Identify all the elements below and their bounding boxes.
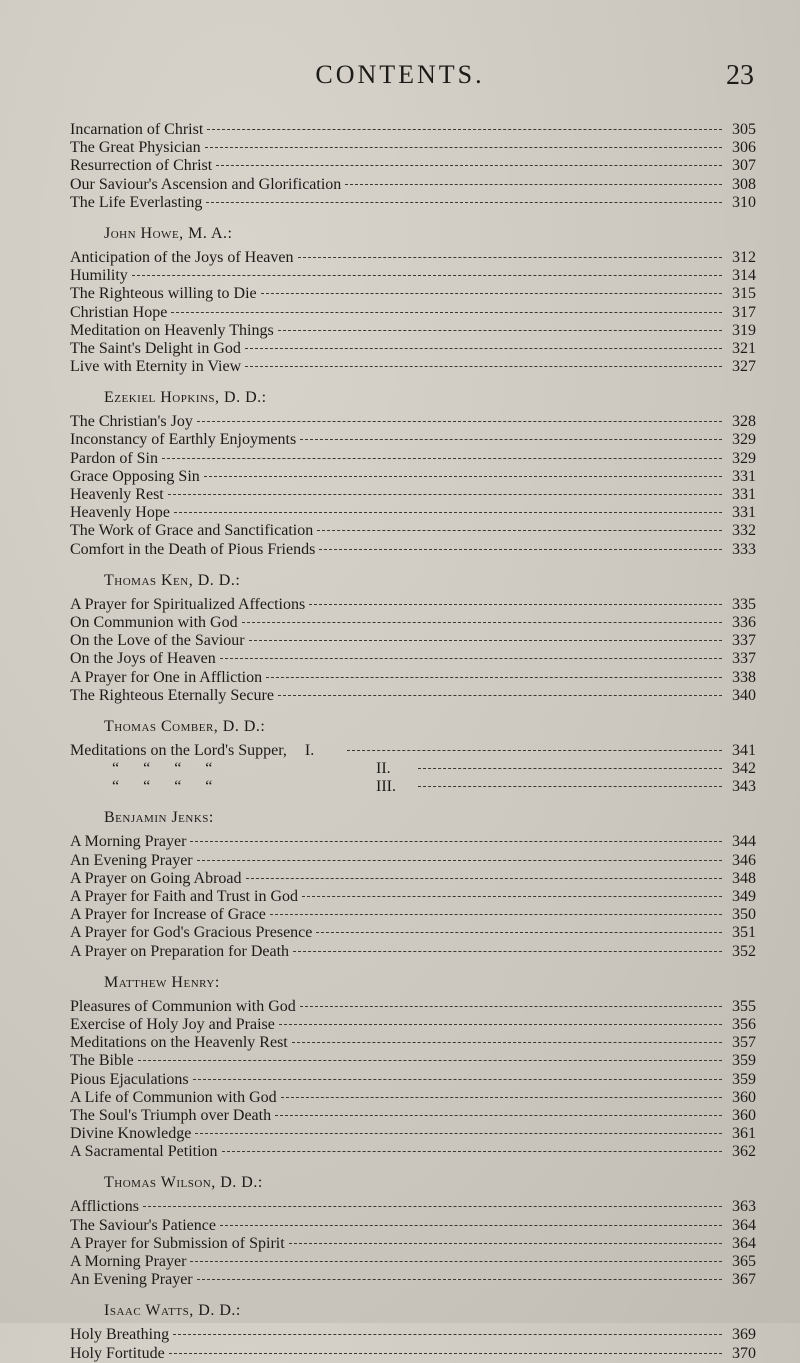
- author-heading: [70, 808, 756, 828]
- entry-page-number: 349: [732, 888, 756, 905]
- dot-leader: [220, 658, 722, 659]
- toc-entry[interactable]: [70, 1217, 756, 1235]
- entry-title: The Righteous willing to Die: [70, 285, 257, 303]
- toc-entry[interactable]: [70, 541, 756, 559]
- toc-section: [70, 571, 756, 705]
- toc-entry[interactable]: [70, 596, 756, 614]
- entry-title: Holy Fortitude: [70, 1344, 165, 1362]
- toc-entry[interactable]: [70, 194, 756, 212]
- toc-entry[interactable]: [70, 413, 756, 431]
- entry-page-number: 340: [732, 686, 756, 704]
- entry-title: Pardon of Sin: [70, 449, 158, 467]
- entry-page-number: 332: [732, 522, 756, 540]
- author-name: Matthew Henry:: [104, 973, 220, 991]
- entry-page-number: 351: [732, 924, 756, 942]
- author-name: Isaac Watts, D. D.:: [104, 1302, 241, 1320]
- entry-page-number: 333: [732, 540, 756, 558]
- dot-leader: [345, 184, 722, 185]
- entry-page-number: 341: [732, 741, 756, 759]
- author-name: Ezekiel Hopkins, D. D.:: [104, 389, 267, 407]
- dot-leader: [143, 1206, 722, 1207]
- entry-title: A Prayer on Preparation for Death: [70, 942, 290, 960]
- page-number: 23: [726, 60, 754, 91]
- dot-leader: [174, 512, 722, 513]
- dot-leader: [270, 914, 722, 915]
- entry-page-number: 348: [732, 869, 756, 887]
- entry-page-number: 359: [732, 1070, 756, 1088]
- toc-entry[interactable]: [70, 157, 756, 175]
- entry-title: An Evening Prayer: [70, 851, 193, 869]
- dot-leader: [169, 1353, 722, 1354]
- toc-entry[interactable]: [70, 870, 756, 888]
- toc-entry[interactable]: [70, 1034, 756, 1052]
- entry-page-number: 327: [732, 358, 756, 376]
- dot-leader: [197, 1279, 722, 1280]
- toc-entry[interactable]: [70, 340, 756, 358]
- entry-title: Exercise of Holy Joy and Praise: [70, 1015, 275, 1033]
- toc-section: [70, 1301, 756, 1362]
- entry-page-number: 343: [732, 778, 756, 796]
- entry-title: Pious Ejaculations: [70, 1070, 189, 1088]
- entry-title: A Prayer for Spiritualized Affections: [70, 595, 306, 613]
- toc-entry[interactable]: [70, 687, 756, 705]
- entry-page-number: 346: [732, 851, 756, 869]
- dot-leader: [298, 257, 723, 258]
- toc-entry[interactable]: [70, 121, 756, 139]
- entry-title: Resurrection of Christ: [70, 157, 213, 175]
- entry-title: A Prayer for Increase of Grace: [70, 906, 266, 924]
- toc-section: [70, 224, 756, 376]
- entry-title: “ “ “ “: [112, 760, 213, 778]
- dot-leader: [309, 604, 722, 605]
- toc-entry[interactable]: [70, 943, 756, 961]
- dot-leader: [193, 1079, 722, 1080]
- entry-title: Divine Knowledge: [70, 1125, 192, 1143]
- dot-leader: [132, 275, 722, 276]
- dot-leader: [316, 932, 722, 933]
- author-name: Thomas Ken, D. D.:: [104, 571, 241, 589]
- dot-leader: [207, 129, 722, 130]
- entry-page-number: 350: [732, 906, 756, 924]
- entry-page-number: 312: [732, 248, 756, 266]
- author-name: Benjamin Jenks:: [104, 809, 214, 827]
- toc-entry[interactable]: [70, 1235, 756, 1253]
- dot-leader: [204, 476, 722, 477]
- toc-entry[interactable]: [70, 522, 756, 540]
- toc-entry[interactable]: [70, 450, 756, 468]
- entry-page-number: 335: [732, 595, 756, 613]
- entry-title: The Great Physician: [70, 139, 201, 157]
- toc-entry[interactable]: [70, 267, 756, 285]
- entry-page-number: 362: [732, 1143, 756, 1161]
- entry-page-number: 359: [732, 1052, 756, 1070]
- toc-section: [70, 717, 756, 797]
- toc-entry[interactable]: [70, 431, 756, 449]
- entry-title: The Righteous Eternally Secure: [70, 686, 274, 704]
- entry-title: Our Saviour's Ascension and Glorification: [70, 175, 342, 193]
- dot-leader: [300, 1006, 722, 1007]
- entry-page-number: 328: [732, 413, 756, 431]
- entry-page-number: 356: [732, 1015, 756, 1033]
- toc-entry[interactable]: [70, 486, 756, 504]
- toc-section: [70, 121, 756, 212]
- toc-entry[interactable]: [70, 249, 756, 267]
- dot-leader: [171, 312, 722, 313]
- toc-section: [70, 808, 756, 960]
- entry-page-number: 360: [732, 1106, 756, 1124]
- toc-entry[interactable]: [70, 650, 756, 668]
- toc-entry[interactable]: [70, 1089, 756, 1107]
- toc-entry[interactable]: [70, 504, 756, 522]
- toc-entry[interactable]: [70, 669, 756, 687]
- toc-entry[interactable]: [70, 1016, 756, 1034]
- entry-page-number: 337: [732, 650, 756, 668]
- entry-title: Meditations on the Lord's Supper,: [70, 741, 287, 759]
- entry-title: Christian Hope: [70, 303, 168, 321]
- entry-title: A Prayer for One in Affliction: [70, 668, 263, 686]
- entry-title: On Communion with God: [70, 613, 238, 631]
- toc-entry[interactable]: [70, 924, 756, 942]
- page-header: [0, 60, 800, 100]
- entry-page-number: 315: [732, 285, 756, 303]
- dot-leader: [293, 951, 722, 952]
- entry-title: A Prayer for Submission of Spirit: [70, 1234, 285, 1252]
- entry-title: An Evening Prayer: [70, 1271, 193, 1289]
- entry-title: Heavenly Rest: [70, 486, 164, 503]
- toc-entry[interactable]: [70, 632, 756, 650]
- entry-title: Incarnation of Christ: [70, 121, 204, 138]
- entry-page-number: 365: [732, 1253, 756, 1270]
- entry-page-number: 310: [732, 193, 756, 211]
- dot-leader: [242, 622, 722, 623]
- entry-title: A Life of Communion with God: [70, 1088, 277, 1106]
- entry-part-number: I.: [304, 741, 315, 759]
- toc-entry[interactable]: [70, 614, 756, 632]
- author-heading: [70, 973, 756, 993]
- entry-page-number: 367: [732, 1271, 756, 1289]
- dot-leader: [220, 1225, 722, 1226]
- entry-title: The Life Everlasting: [70, 193, 203, 211]
- entry-title: A Prayer on Going Abroad: [70, 869, 242, 887]
- entry-title: Anticipation of the Joys of Heaven: [70, 248, 294, 266]
- entry-title: The Saviour's Patience: [70, 1216, 216, 1234]
- page-title: CONTENTS.: [315, 60, 485, 89]
- entry-title: Inconstancy of Earthly Enjoyments: [70, 431, 297, 449]
- author-name: Thomas Wilson, D. D.:: [104, 1174, 263, 1192]
- dot-leader: [195, 1133, 722, 1134]
- entry-page-number: 338: [732, 668, 756, 686]
- dot-leader: [138, 1060, 722, 1061]
- entry-page-number: 305: [732, 121, 756, 138]
- entry-title: Heavenly Hope: [70, 504, 170, 522]
- dot-leader: [246, 878, 722, 879]
- entry-page-number: 363: [732, 1198, 756, 1216]
- dot-leader: [197, 860, 722, 861]
- toc-entry[interactable]: [70, 742, 756, 760]
- entry-title: A Morning Prayer: [70, 1253, 187, 1270]
- toc-entry[interactable]: [70, 833, 756, 851]
- dot-leader: [245, 348, 722, 349]
- entry-title: The Bible: [70, 1052, 134, 1070]
- author-heading: [70, 388, 756, 408]
- dot-leader: [292, 1042, 722, 1043]
- toc-section: [70, 973, 756, 1162]
- dot-leader: [245, 366, 722, 367]
- entry-page-number: 331: [732, 486, 756, 503]
- author-heading: [70, 1173, 756, 1193]
- entry-page-number: 355: [732, 997, 756, 1015]
- entry-title: On the Love of the Saviour: [70, 632, 245, 650]
- toc-entry[interactable]: [70, 778, 756, 796]
- entry-title: A Prayer for Faith and Trust in God: [70, 888, 298, 905]
- toc-entry[interactable]: [70, 1253, 756, 1271]
- toc-entry[interactable]: [70, 1071, 756, 1089]
- toc-entry[interactable]: [70, 888, 756, 906]
- author-name: Thomas Comber, D. D.:: [104, 717, 266, 735]
- dot-leader: [190, 841, 722, 842]
- entry-title: Grace Opposing Sin: [70, 467, 200, 485]
- toc-entry[interactable]: [70, 285, 756, 303]
- dot-leader: [266, 677, 722, 678]
- entry-page-number: 370: [732, 1344, 756, 1362]
- entry-page-number: 357: [732, 1034, 756, 1052]
- dot-leader: [300, 439, 722, 440]
- dot-leader: [261, 293, 722, 294]
- dot-leader: [278, 330, 722, 331]
- entry-page-number: 319: [732, 321, 756, 339]
- dot-leader: [279, 1024, 722, 1025]
- entry-page-number: 344: [732, 833, 756, 851]
- toc-entry[interactable]: [70, 1052, 756, 1070]
- dot-leader: [418, 786, 722, 787]
- toc-entry[interactable]: [70, 139, 756, 157]
- dot-leader: [249, 640, 722, 641]
- toc-entry[interactable]: [70, 1125, 756, 1143]
- entry-part-number: III.: [376, 778, 396, 796]
- dot-leader: [302, 896, 722, 897]
- entry-page-number: 306: [732, 139, 756, 157]
- toc-entry[interactable]: [70, 1198, 756, 1216]
- dot-leader: [278, 695, 722, 696]
- toc-entry[interactable]: [70, 1345, 756, 1363]
- entry-page-number: 369: [732, 1326, 756, 1344]
- author-heading: [70, 224, 756, 244]
- dot-leader: [190, 1261, 722, 1262]
- dot-leader: [197, 421, 722, 422]
- author-name: John Howe, M. A.:: [104, 224, 233, 242]
- dot-leader: [222, 1151, 722, 1152]
- entry-title: A Morning Prayer: [70, 833, 187, 851]
- entry-title: A Sacramental Petition: [70, 1143, 218, 1161]
- toc-entry[interactable]: [70, 1271, 756, 1289]
- toc-section: [70, 1173, 756, 1289]
- toc-entry[interactable]: [70, 322, 756, 340]
- entry-page-number: 352: [732, 942, 756, 960]
- entry-page-number: 329: [732, 431, 756, 449]
- entry-page-number: 307: [732, 157, 756, 175]
- entry-page-number: 342: [732, 760, 756, 778]
- toc-entry[interactable]: [70, 1107, 756, 1125]
- toc-entry[interactable]: [70, 1326, 756, 1344]
- author-heading: [70, 1301, 756, 1321]
- entry-title: The Work of Grace and Sanctification: [70, 522, 314, 540]
- toc-entry[interactable]: [70, 998, 756, 1016]
- entry-page-number: 360: [732, 1088, 756, 1106]
- entry-page-number: 317: [732, 303, 756, 321]
- entry-page-number: 308: [732, 175, 756, 193]
- entry-page-number: 364: [732, 1216, 756, 1234]
- entry-page-number: 331: [732, 504, 756, 522]
- dot-leader: [205, 147, 722, 148]
- dot-leader: [168, 494, 722, 495]
- dot-leader: [317, 530, 722, 531]
- entry-page-number: 364: [732, 1234, 756, 1252]
- dot-leader: [206, 202, 722, 203]
- table-of-contents: [70, 121, 756, 1363]
- entry-title: The Christian's Joy: [70, 413, 193, 431]
- dot-leader: [216, 165, 722, 166]
- entry-page-number: 314: [732, 267, 756, 285]
- toc-section: [70, 388, 756, 559]
- entry-title: Humility: [70, 267, 128, 285]
- toc-entry[interactable]: [70, 176, 756, 194]
- toc-entry[interactable]: [70, 760, 756, 778]
- dot-leader: [347, 750, 722, 751]
- entry-page-number: 337: [732, 632, 756, 650]
- toc-entry[interactable]: [70, 852, 756, 870]
- entry-page-number: 331: [732, 467, 756, 485]
- dot-leader: [418, 768, 722, 769]
- toc-entry[interactable]: [70, 304, 756, 322]
- entry-page-number: 321: [732, 339, 756, 357]
- toc-entry[interactable]: [70, 468, 756, 486]
- entry-title: Holy Breathing: [70, 1326, 170, 1344]
- entry-title: Live with Eternity in View: [70, 358, 242, 376]
- dot-leader: [162, 458, 722, 459]
- entry-title: “ “ “ “: [112, 778, 213, 796]
- dot-leader: [319, 549, 722, 550]
- toc-entry[interactable]: [70, 358, 756, 376]
- dot-leader: [289, 1243, 722, 1244]
- entry-part-number: II.: [376, 760, 391, 778]
- entry-title: Afflictions: [70, 1198, 140, 1216]
- entry-page-number: 329: [732, 449, 756, 467]
- dot-leader: [275, 1115, 722, 1116]
- dot-leader: [173, 1334, 722, 1335]
- entry-page-number: 336: [732, 613, 756, 631]
- entry-title: Meditations on the Heavenly Rest: [70, 1034, 288, 1052]
- entry-title: Comfort in the Death of Pious Friends: [70, 540, 316, 558]
- entry-page-number: 361: [732, 1125, 756, 1143]
- entry-title: Meditation on Heavenly Things: [70, 321, 274, 339]
- entry-title: The Soul's Triumph over Death: [70, 1106, 272, 1124]
- entry-title: Pleasures of Communion with God: [70, 997, 296, 1015]
- author-heading: [70, 717, 756, 737]
- toc-entry[interactable]: [70, 1143, 756, 1161]
- entry-title: A Prayer for God's Gracious Presence: [70, 924, 313, 942]
- author-heading: [70, 571, 756, 591]
- dot-leader: [281, 1097, 722, 1098]
- entry-title: On the Joys of Heaven: [70, 650, 216, 668]
- entry-title: The Saint's Delight in God: [70, 339, 241, 357]
- toc-entry[interactable]: [70, 906, 756, 924]
